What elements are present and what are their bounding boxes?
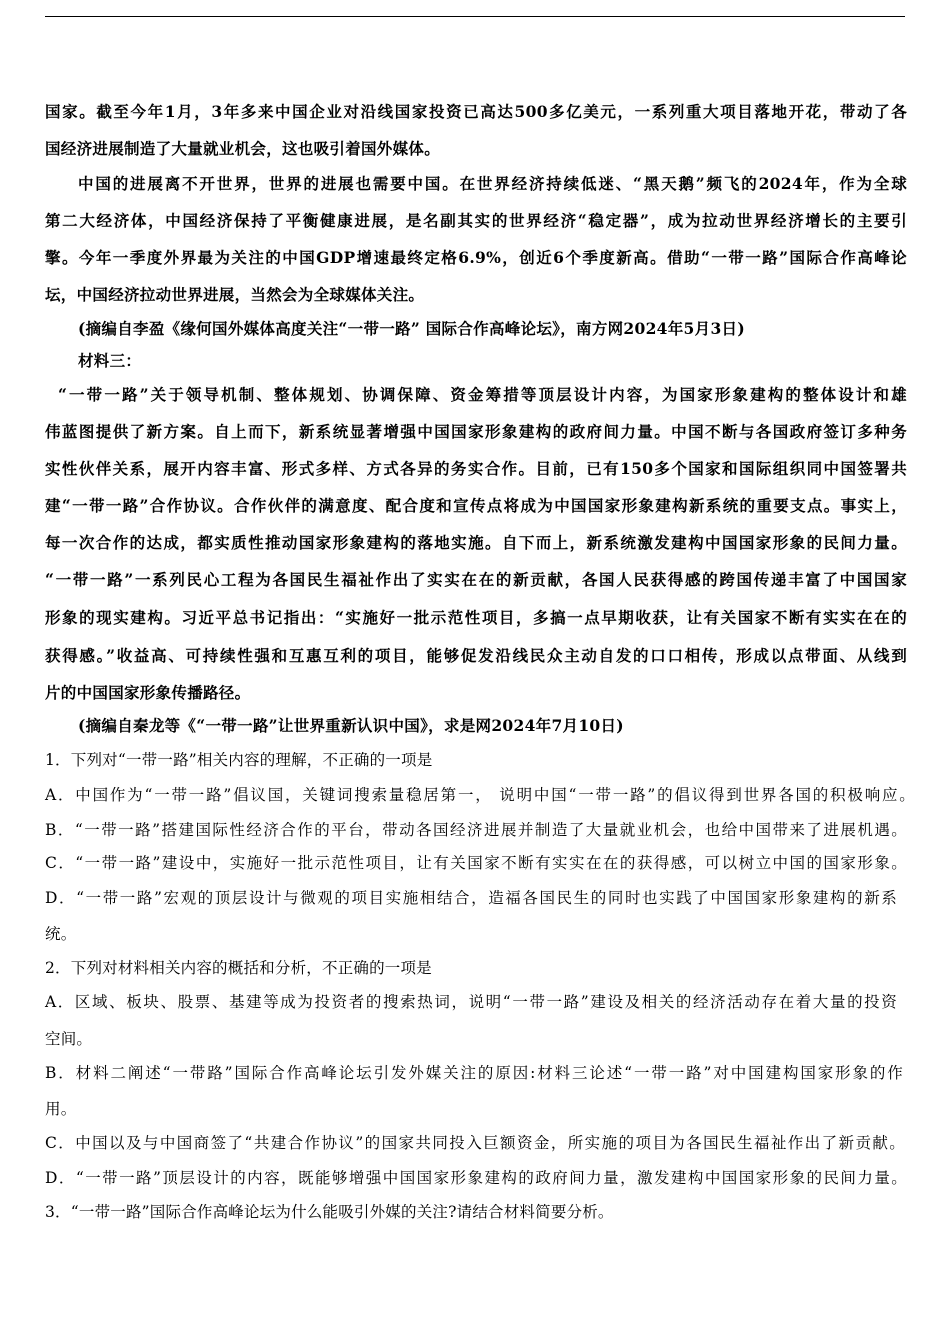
paragraph-line: 实性伙伴关系，展开内容丰富、形式多样、方式各异的务实合作。目前，已有150多个国家和国际组织同中国签署共 — [45, 459, 907, 478]
paragraph-line: 获得感。”收益高、可持续性强和互惠互利的项目，能够促发沿线民众主动自发的口口相传，形成以点带面、从线到 — [45, 646, 907, 665]
option-a: A．中国作为“一带一路”倡议国，关键词搜索量稳居第一， 说明中国“一带一路”的倡议得到世界各国的积极响应。 — [45, 786, 915, 804]
paragraph-line: 伟蓝图提供了新方案。自上而下，新系统显著增强中国国家形象建构的政府间力量。中国不断与各国政府签订多种务 — [45, 422, 907, 441]
paragraph-line: 建“一带一路”合作协议。合作伙伴的满意度、配合度和宣传点将成为中国国家形象建构新系统的重要支点。事实上， — [45, 496, 907, 515]
source-citation: (摘编自秦龙等《“一带一路”让世界重新认识中国》，求是网2024年7月10日) — [78, 716, 624, 735]
question-2: 2．下列对材料相关内容的概括和分析，不正确的一项是 — [45, 959, 432, 977]
paragraph-line: 每一次合作的达成，都实质性推动国家形象建构的落地实施。自下而上，新系统激发建构中国国家形象的民间力量。 — [45, 533, 907, 552]
option-c: C．中国以及与中国商签了“共建合作协议”的国家共同投入巨额资金，所实施的项目为各国民生福祉作出了新贡献。 — [45, 1134, 905, 1152]
option-a: A．区域、板块、股票、基建等成为投资者的搜索热词，说明“一带一路”建设及相关的经济活动存在着大量的投资 — [45, 993, 897, 1011]
paragraph-line: 形象的现实建构。习近平总书记指出：“实施好一批示范性项目，多搞一点早期收获，让有关国家不断有实实在在的 — [45, 608, 907, 627]
option-b: B．“一带一路”搭建国际性经济合作的平台，带动各国经济进展并制造了大量就业机会，也给中国带来了进展机遇。 — [45, 821, 907, 839]
question-3: 3．“一带一路”国际合作高峰论坛为什么能吸引外媒的关注?请结合材料简要分析。 — [45, 1203, 614, 1221]
option-b-cont: 用。 — [45, 1100, 77, 1118]
paragraph-line: 坛，中国经济拉动世界进展，当然会为全球媒体关注。 — [45, 285, 425, 304]
paragraph-line: 片的中国国家形象传播路径。 — [45, 683, 251, 702]
option-d: D．“一带一路”顶层设计的内容，既能够增强中国国家形象建构的政府间力量，激发建构中国国家形象的民间力量。 — [45, 1169, 907, 1187]
option-d-cont: 统。 — [45, 925, 77, 943]
option-b: B．材料二阐述“一带路”国际合作高峰论坛引发外媒关注的原因:材料三论述“一带一路”对中国建构国家形象的作 — [45, 1064, 903, 1082]
paragraph-line: 中国的进展离不开世界，世界的进展也需要中国。在世界经济持续低迷、“黑天鹅”频飞的2024年，作为全球 — [78, 174, 907, 193]
paragraph-line: 国经济进展制造了大量就业机会，这也吸引着国外媒体。 — [45, 139, 441, 158]
paragraph-line: “一带一路”关于领导机制、整体规划、协调保障、资金筹措等顶层设计内容，为国家形象建构的整体设计和雄 — [58, 385, 907, 404]
paragraph-line: 国家。截至今年1月，3年多来中国企业对沿线国家投资已高达500多亿美元，一系列重大项目落地开花，带动了各 — [45, 102, 907, 121]
paragraph-line: 擎。今年一季度外界最为关注的中国GDP增速最终定格6.9%，创近6个季度新高。借助“一带一路”国际合作高峰论 — [45, 248, 907, 267]
source-citation: (摘编自李盈《缘何国外媒体高度关注“一带一路” 国际合作高峰论坛》，南方网2024年5月3日) — [78, 319, 745, 338]
question-1: 1．下列对“一带一路”相关内容的理解，不正确的一项是 — [45, 751, 433, 769]
option-a-cont: 空间。 — [45, 1030, 93, 1048]
section-heading: 材料三： — [78, 351, 142, 370]
header-rule — [45, 16, 905, 17]
option-d: D．“一带一路”宏观的顶层设计与微观的项目实施相结合，造福各国民生的同时也实践了中国国家形象建构的新系 — [45, 889, 897, 907]
paragraph-line: “一带一路”一系列民心工程为各国民生福祉作出了实实在在的新贡献，各国人民获得感的跨国传递丰富了中国国家 — [45, 570, 907, 589]
option-c: C．“一带一路”建设中，实施好一批示范性项目，让有关国家不断有实实在在的获得感，可以树立中国的国家形象。 — [45, 854, 907, 872]
paragraph-line: 第二大经济体，中国经济保持了平衡健康进展，是名副其实的世界经济“稳定器”，成为拉动世界经济增长的主要引 — [45, 211, 907, 230]
